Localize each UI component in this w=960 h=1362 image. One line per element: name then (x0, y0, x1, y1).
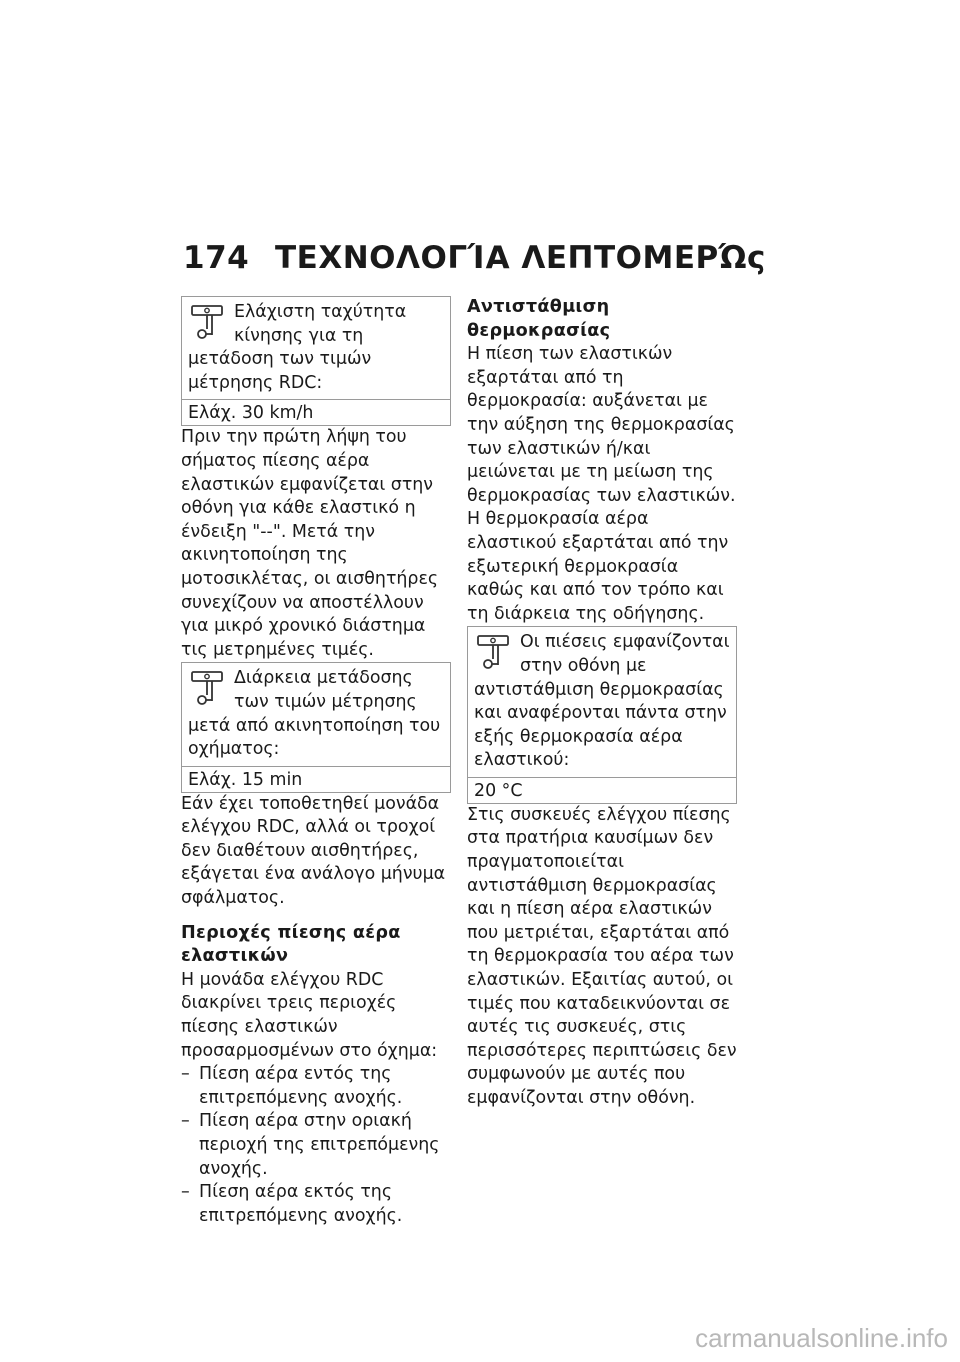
paragraph-gas-station-gauges: Στις συσκευές ελέγχου πίεσης στα πρατήρια καυσίμων δεν πραγματοποιείται αντιστάθμιση θερμοκρασίας και η πίεση αέρα ελαστικών που μετριέται, εξαρτάται από τη θερμοκρασία του αέρα των ελαστικών. Εξαιτίας αυτού, οι τιμές που καταδεικνύονται σε αυτές τις συσκευές, στις περισσότερες περιπτώσεις δεν συμφωνούν με αυτές που εμφανίζονται στην οθόνη. (467, 804, 737, 1108)
paragraph-signal: Πριν την πρώτη λήψη του σήματος πίεσης αέρα ελαστικών εμφανίζεται στην οθόνη για κάθε ελαστικό η ένδειξη "--". Μετά την ακινητοποίηση της μοτοσικλέτας, οι αισθητήρες συνεχίζουν να αποστέλλουν για μικρό χρονικό διάστημα τις μετρημένες τιμές. (181, 427, 439, 660)
pressure-sensor-icon (474, 633, 512, 673)
paragraph-no-sensors: Εάν έχει τοποθετηθεί μονάδα ελέγχου RDC, αλλά οι τροχοί δεν διαθέτουν αισθητήρες, εξάγεται ένα ανάλογο μήνυμα σφάλματος. (181, 793, 446, 909)
list-item: – Πίεση αέρα στην οριακή περιοχή της επιτρεπόμενης ανοχής. (181, 1111, 440, 1179)
page-header (183, 240, 766, 276)
note-value: Ελάχ. 15 min (182, 766, 450, 792)
note-value: Ελάχ. 30 km/h (182, 399, 450, 425)
note-box-reference-temperature (467, 626, 737, 804)
list-item: – Πίεση αέρα εντός της επιτρεπόμενης ανοχής. (181, 1064, 403, 1108)
note-content (468, 627, 736, 777)
paragraph-temperature: Η πίεση των ελαστικών εξαρτάται από τη θερμοκρασία: αυξάνεται με την αύξηση της θερμοκρασίας των ελαστικών ή/και μειώνεται με τη μείωση της θερμοκρασίας των ελαστικών. Η θερμοκρασία αέρα ελαστικού εξαρτάται από την εξωτερική θερμοκρασία καθώς και από τον τρόπο και τη διάρκεια της οδήγησης. (467, 344, 736, 624)
note-box-min-speed (181, 296, 451, 426)
pressure-range-list (181, 1063, 451, 1228)
pressure-sensor-icon (188, 669, 226, 709)
page-number: 174 (183, 240, 250, 276)
note-box-transmission-duration (181, 662, 451, 792)
note-content (182, 297, 450, 399)
note-value: 20 °C (468, 777, 736, 803)
note-text: Ελάχιστη ταχύτητα κίνησης για τη μετάδοση των τιμών μέτρησης RDC: (188, 302, 407, 393)
note-text: Οι πιέσεις εμφανίζονται στην οθόνη με αντιστάθμιση θερμοκρασίας και αναφέρονται πάντα στην εξής θερμοκρασία αέρα ελαστικού: (474, 632, 730, 771)
note-text: Διάρκεια μετάδοσης των τιμών μέτρησης μετά από ακινητοποίηση του οχήματος: (188, 668, 441, 760)
page-title: ΤΕΧΝΟΛΟΓΊΑ ΛΕΠΤΟΜΕΡΏς (275, 240, 766, 276)
paragraph-ranges: Η μονάδα ελέγχου RDC διακρίνει τρεις περιοχές πίεσης ελαστικών προσαρμοσμένων στο όχημα: (181, 969, 438, 1061)
list-item: – Πίεση αέρα εκτός της επιτρεπόμενης ανοχής. (181, 1182, 403, 1226)
note-content (182, 663, 450, 765)
section-heading-temperature-compensation: Αντιστάθμιση θερμοκρασίας (467, 297, 611, 341)
pressure-sensor-icon (188, 303, 226, 343)
left-column (181, 296, 451, 1228)
section-heading-pressure-ranges: Περιοχές πίεσης αέρα ελαστικών (181, 922, 401, 967)
right-column (467, 296, 737, 1111)
watermark-logo: carmanualsonline.info (695, 1323, 948, 1353)
